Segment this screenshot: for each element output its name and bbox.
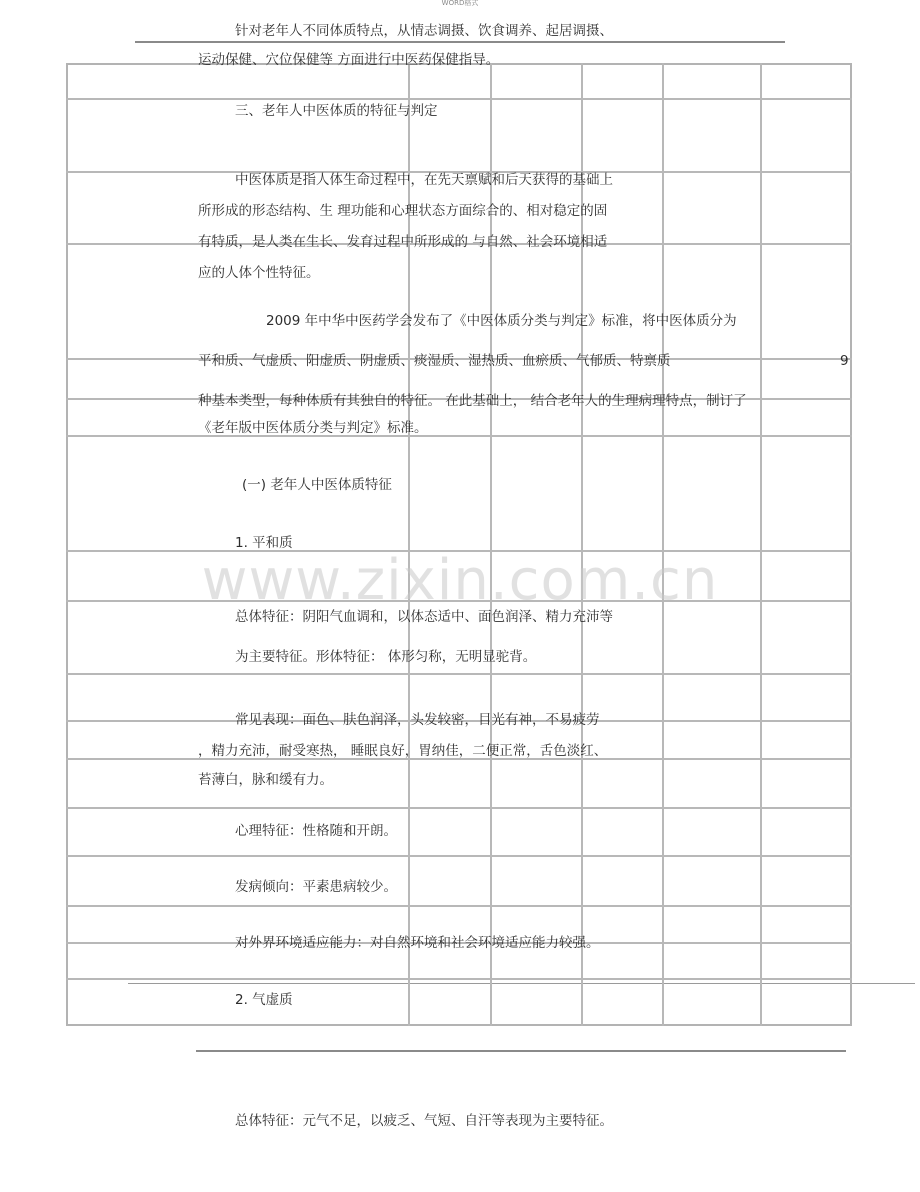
item-heading: 2. 气虚质 — [235, 992, 293, 1008]
paragraph-line: 应的人体个性特征。 — [198, 265, 320, 281]
top-rule — [135, 41, 785, 43]
grid-col-line — [760, 63, 762, 1026]
grid-row-line — [66, 673, 852, 675]
paragraph-line: 心理特征：性格随和开朗。 — [235, 823, 397, 839]
grid-col-line — [662, 63, 664, 1026]
paragraph-line: ，精力充沛，耐受寒热， 睡眠良好，胃纳佳，二便正常，舌色淡红、 — [198, 743, 608, 759]
paragraph-line: 种基本类型，每种体质有其独自的特征。 在此基础上， 结合老年人的生理病理特点，制订了 — [198, 393, 747, 409]
grid-row-line — [66, 435, 852, 437]
subsection-heading: (一) 老年人中医体质特征 — [242, 477, 392, 493]
paragraph-line: 中医体质是指人体生命过程中，在先天禀赋和后天获得的基础上 — [235, 172, 613, 188]
paragraph-line: 平和质、气虚质、阳虚质、阴虚质、痰湿质、湿热质、血瘀质、气郁质、特禀质 — [198, 353, 671, 369]
grid-row-line — [66, 978, 852, 980]
paragraph-line: 对外界环境适应能力：对自然环境和社会环境适应能力较强。 — [235, 935, 600, 951]
paragraph-line: 有特质，是人类在生长、发育过程中所形成的 与自然、社会环境相适 — [198, 234, 608, 250]
grid-row-line — [66, 98, 852, 100]
paragraph-line: 针对老年人不同体质特点，从情志调摄、饮食调养、起居调摄、 — [235, 23, 613, 39]
paragraph-line: 所形成的形态结构、生 理功能和心理状态方面综合的、相对稳定的固 — [198, 203, 608, 219]
header-mark: WORD格式 — [441, 0, 479, 7]
paragraph-line: 发病倾向：平素患病较少。 — [235, 879, 397, 895]
grid-row-line — [66, 905, 852, 907]
watermark: www.zixin.com.cn — [201, 548, 719, 613]
paragraph-line: 总体特征：阴阳气血调和，以体态适中、面色润泽、精力充沛等 — [235, 609, 613, 625]
grid-row-line — [66, 807, 852, 809]
paragraph-line: 运动保健、穴位保健等 方面进行中医药保健指导。 — [198, 52, 500, 68]
paragraph-line: 总体特征：元气不足，以疲乏、气短、自汗等表现为主要特征。 — [235, 1113, 613, 1129]
bottom-rule — [196, 1050, 846, 1052]
item-heading: 1. 平和质 — [235, 535, 293, 551]
paragraph-line: 《老年版中医体质分类与判定》标准。 — [198, 420, 428, 436]
section-heading: 三、老年人中医体质的特征与判定 — [235, 103, 438, 119]
side-number: 9 — [840, 353, 849, 369]
paragraph-line: 为主要特征。形体特征： 体形匀称，无明显驼背。 — [235, 649, 537, 665]
grid-row-line — [66, 855, 852, 857]
paragraph-line: 2009 年中华中医药学会发布了《中医体质分类与判定》标准，将中医体质分为 — [266, 313, 737, 329]
paragraph-line: 苔薄白，脉和缓有力。 — [198, 772, 333, 788]
paragraph-line: 常见表现：面色、肤色润泽，头发较密，目光有神，不易疲劳 — [235, 712, 600, 728]
